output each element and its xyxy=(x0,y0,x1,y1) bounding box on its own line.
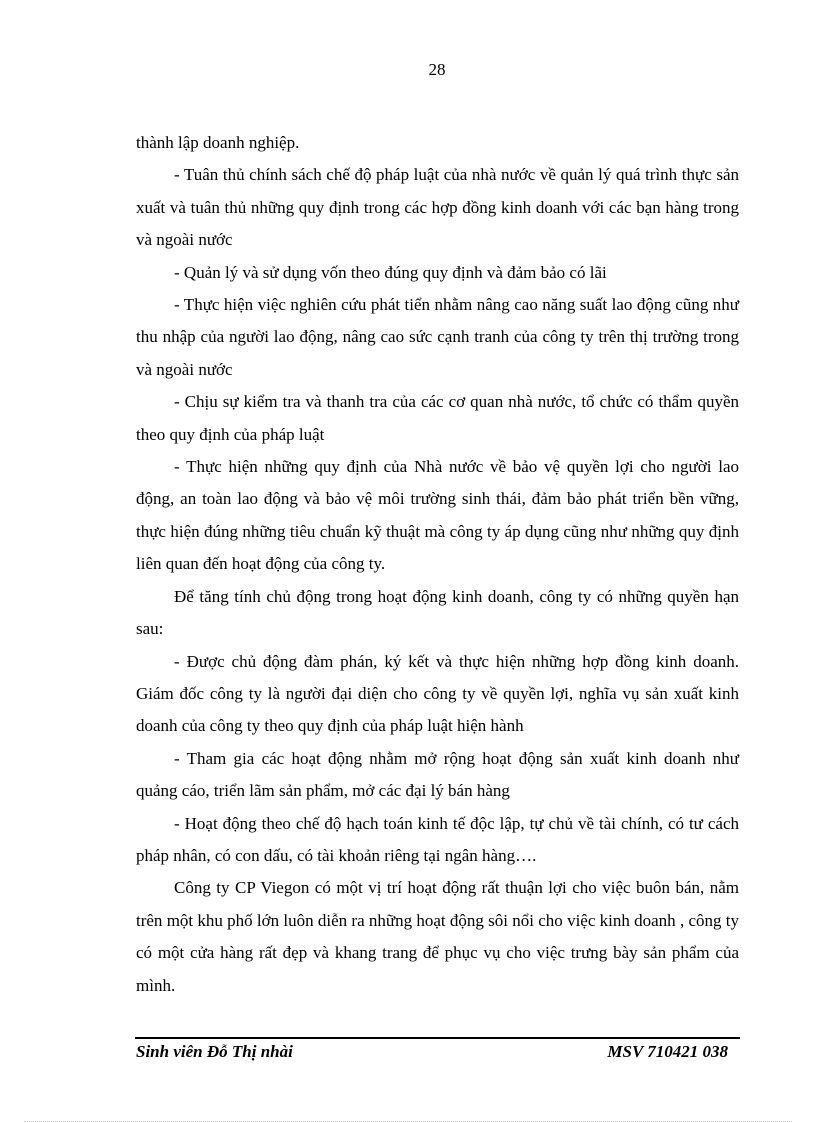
footer-student-name: Sinh viên Đỗ Thị nhài xyxy=(136,1042,293,1061)
page-footer xyxy=(136,1042,728,1062)
paragraph-compliance: - Tuân thủ chính sách chế độ pháp luật của nhà nước về quản lý quá trình thực sản xuất và tuân thủ những quy định trong các hợp đồng kinh doanh với các bạn hàng trong và ngoài nước xyxy=(136,165,739,250)
document-body xyxy=(136,127,739,1002)
paragraph-accounting: - Hoạt động theo chế độ hạch toán kinh tế độc lập, tự chủ về tài chính, có tư cách pháp nhân, có con dấu, có tài khoản riêng tại ngân hàng…. xyxy=(136,813,739,865)
page-bottom-edge xyxy=(24,1121,792,1122)
paragraph-capital: - Quản lý và sử dụng vốn theo đúng quy định và đảm bảo có lãi xyxy=(174,262,607,282)
paragraph-worker-rights: - Thực hiện những quy định của Nhà nước về bảo vệ quyền lợi cho người lao động, an toàn lao động và bảo vệ môi trường sinh thái, đảm bảo phát triển bền vững, thực hiện đúng những tiêu chuẩn kỹ thuật mà công ty áp dụng cũng như những quy định liên quan đến hoạt động của công ty. xyxy=(136,457,739,574)
paragraph-inspection: - Chịu sự kiểm tra và thanh tra của các cơ quan nhà nước, tổ chức có thẩm quyền theo quy định của pháp luật xyxy=(136,392,739,444)
paragraph-expansion: - Tham gia các hoạt động nhằm mở rộng hoạt động sản xuất kinh doanh như quảng cáo, triển lãm sản phẩm, mở các đại lý bán hàng xyxy=(136,748,739,801)
paragraph-negotiation: - Được chủ động đàm phán, ký kết và thực hiện những hợp đồng kinh doanh. Giám đốc công ty là người đại diện cho công ty về quyền lợi, nghĩa vụ sản xuất kinh doanh của công ty theo quy định của pháp luật hiện hành xyxy=(136,651,739,736)
page-number: 28 xyxy=(428,60,446,79)
footer-student-id: MSV 710421 038 xyxy=(607,1042,728,1061)
footer-divider xyxy=(135,1037,740,1039)
paragraph-research: - Thực hiện việc nghiên cứu phát tiển nhằm nâng cao năng suất lao động cũng như thu nhập của người lao động, nâng cao sức cạnh tranh của công ty trên thị trường trong và ngoài nước xyxy=(136,295,739,379)
paragraph-continuation: thành lập doanh nghiệp. xyxy=(136,133,300,152)
paragraph-powers-intro: Để tăng tính chủ động trong hoạt động kinh doanh, công ty có những quyền hạn sau: xyxy=(136,586,739,639)
paragraph-location: Công ty CP Viegon có một vị trí hoạt động rất thuận lợi cho việc buôn bán, nằm trên một khu phố lớn luôn diễn ra những hoạt động sôi nổi cho việc kinh doanh , công ty có một cửa hàng rất đẹp và khang trang để phục vụ cho việc trưng bày sản phẩm của mình. xyxy=(136,878,739,995)
